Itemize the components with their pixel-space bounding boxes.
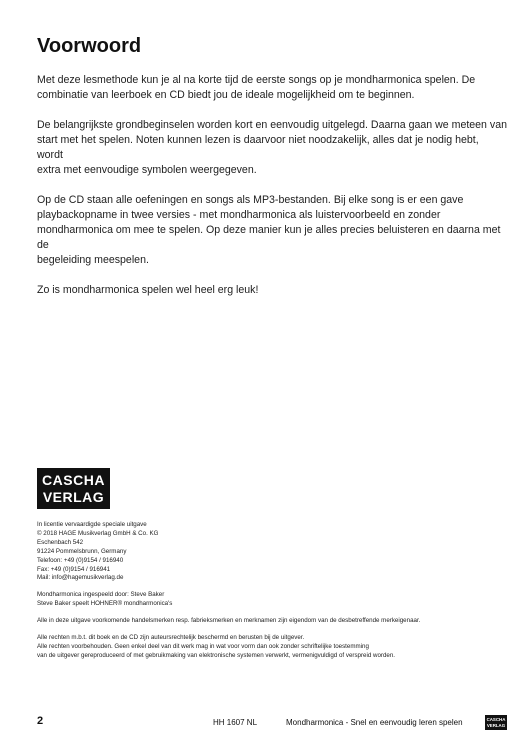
text-line: combinatie van leerboek en CD biedt jou de ideale mogelijkheid om te beginnen. [37,89,415,101]
text-line: begeleiding meespelen. [37,254,149,266]
imprint-line: Steve Baker speelt HOHNER® mondharmonica's [37,600,173,608]
paragraph [37,283,507,298]
page-footer [37,714,507,730]
product-code: HH 1607 NL [213,718,258,727]
imprint-line: van de uitgever gereproduceerd of met gebruikmaking van elektronische systemen verwerkt, vermenigvuldigd of verspreid worden. [37,651,396,659]
imprint-line: 91224 Pommelsbrunn, Germany [37,547,127,555]
imprint-line: Alle rechten voorbehouden. Geen enkel deel van dit werk mag in wat voor vorm dan ook zonder schriftelijke toestemming [37,642,369,650]
text-line: Met deze lesmethode kun je al na korte tijd de eerste songs op je mondharmonica spelen. De [37,74,476,86]
paragraph [37,118,507,178]
imprint-line: Mail: info@hagemusikverlag.de [37,574,124,582]
cascha-verlag-logo [37,468,110,509]
page-number: 2 [37,715,44,727]
mini-logo-line-2: VERLAG [486,722,506,728]
mini-logo-line-1: CASCHA [486,717,506,723]
text-line: playbackopname in twee versies - met mondharmonica als luistervoorbeeld en zonder [37,209,441,221]
imprint [37,521,507,661]
imprint-line: Eschenbach 542 [37,538,84,546]
imprint-line: Alle in deze uitgave voorkomende handelsmerken resp. fabrieksmerken en merknamen zijn eigendom van de desbetreffende merkeigenaar. [37,617,421,625]
imprint-line: Telefoon: +49 (0)9154 / 916940 [37,556,124,564]
text-line: start met het spelen. Noten kunnen lezen is daarvoor niet noodzakelijk, alles dat je nodig hebt, wordt [37,134,479,161]
logo-line-2: VERLAG [42,488,105,505]
paragraph [37,193,507,268]
cascha-verlag-mini-logo [485,715,507,730]
text-line: extra met eenvoudige symbolen weergegeven. [37,164,257,176]
text-line: De belangrijkste grondbeginselen worden kort en eenvoudig uitgelegd. Daarna gaan we meteen van [37,119,507,131]
text-line: mondharmonica om mee te spelen. Op deze manier kun je alles precies beluisteren en daarna met de [37,224,501,251]
paragraph [37,73,507,103]
text-line: Op de CD staan alle oefeningen en songs als MP3-bestanden. Bij elke song is er een gave [37,194,464,206]
imprint-line: Mondharmonica ingespeeld door: Steve Baker [37,591,165,599]
imprint-line: In licentie vervaardigde speciale uitgave [37,521,147,528]
imprint-line: Fax: +49 (0)9154 / 916941 [37,565,111,573]
imprint-line: Alle rechten m.b.t. dit boek en de CD zijn auteursrechtelijk beschermd en berusten bij de uitgever. [37,634,305,642]
page-title: Voorwoord [37,35,142,57]
foreword-body [37,73,507,313]
logo-line-1: CASCHA [42,471,105,488]
book-title: Mondharmonica - Snel en eenvoudig leren spelen [286,718,463,727]
text-line: Zo is mondharmonica spelen wel heel erg leuk! [37,284,259,296]
imprint-line: © 2018 HAGE Musikverlag GmbH & Co. KG [37,529,159,537]
